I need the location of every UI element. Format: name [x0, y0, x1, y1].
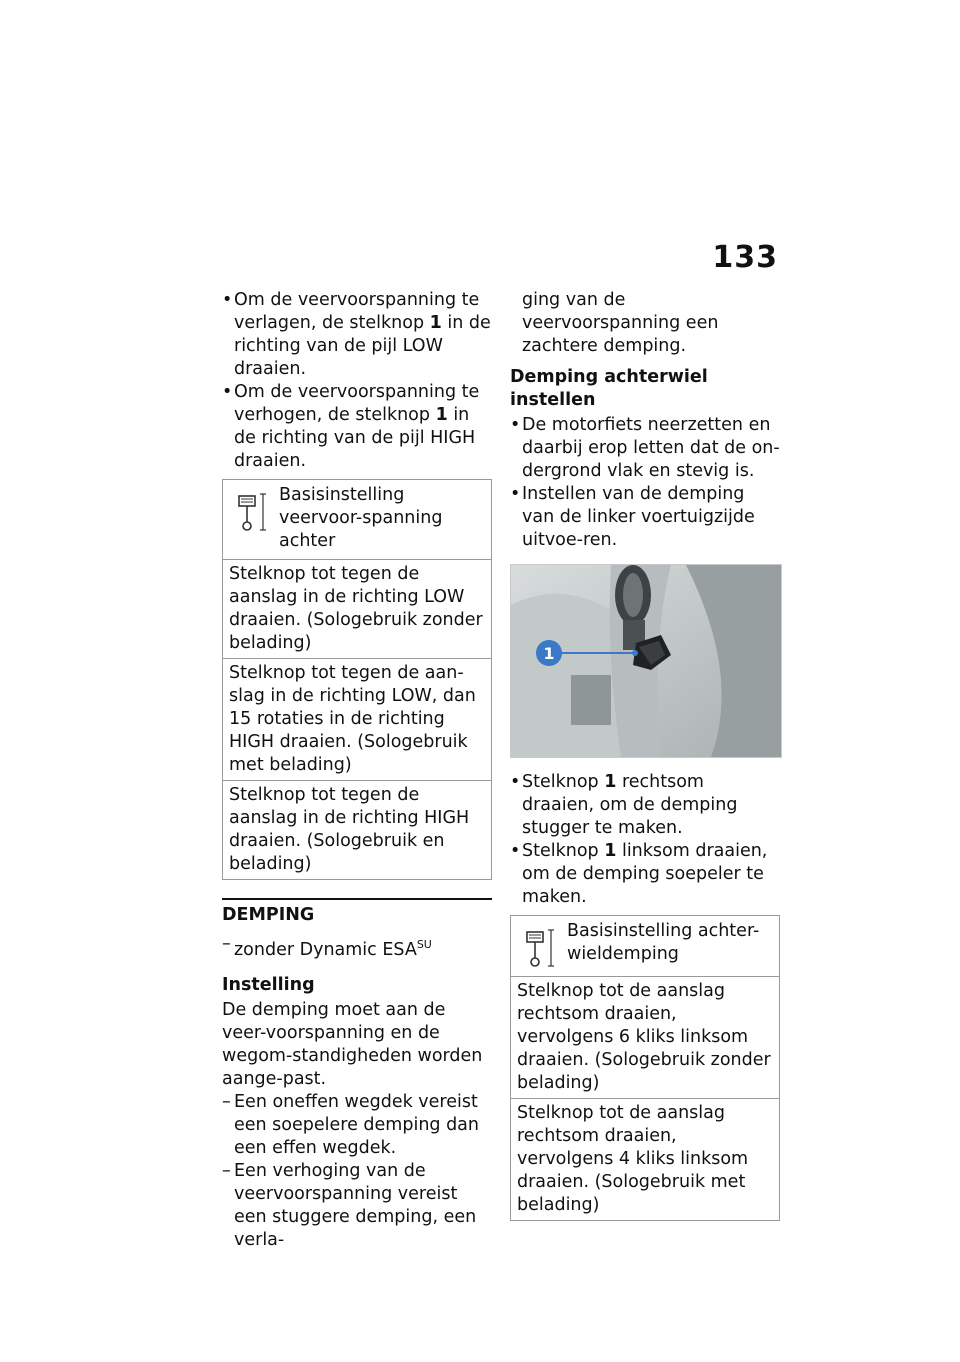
section-divider: [222, 898, 492, 900]
list-item: – Een verhoging van de veervoorspanning vereist een stuggere demping, een verla-: [222, 1160, 492, 1252]
subheading: Demping achterwiel instellen: [510, 367, 708, 410]
damping-basic-setting-table: [510, 915, 780, 1221]
table-header: [511, 916, 779, 977]
left-column: [222, 289, 492, 1252]
table-header: [223, 480, 491, 560]
list-item: • Stelknop 1 linksom draaien, om de demping soepeler te maken.: [510, 840, 780, 909]
subheading: Instelling: [222, 974, 315, 995]
table-row: Stelknop tot de aanslag rechtsom draaien, vervolgens 6 kliks linksom draaien. (Sologebruik zonder belading): [511, 977, 779, 1099]
continued-text: ging van de veervoorspanning een zachtere demping.: [522, 290, 719, 356]
table-row: Stelknop tot de aanslag rechtsom draaien, vervolgens 4 kliks linksom draaien. (Sologebruik met belading): [517, 1103, 749, 1215]
right-column: [510, 289, 780, 1221]
list-item: • Om de veervoorspanning te verhogen, de stelknop 1 in de richting van de pijl HIGH draaien.: [222, 381, 492, 473]
section-title: DEMPING: [222, 905, 315, 925]
list-item: • Instellen van de demping van de linker voertuigzijde uitvoe-ren.: [510, 483, 780, 552]
intro-paragraph: De demping moet aan de veer-voorspanning en de wegom-standigheden worden aange-past.: [222, 999, 483, 1089]
preload-basic-setting-table: [222, 479, 492, 880]
callout-label: 1: [543, 644, 555, 663]
suspension-setting-icon: [521, 926, 559, 970]
table-row: Stelknop tot tegen de aanslag in de richting LOW draaien. (Sologebruik zonder belading): [223, 560, 491, 659]
page-number: 133: [712, 240, 778, 275]
list-item: • Om de veervoorspanning te verlagen, de stelknop 1 in de richting van de pijl LOW draaien.: [222, 289, 492, 381]
table-row: Stelknop tot tegen de aanslag in de richting HIGH draaien. (Sologebruik en belading): [229, 785, 470, 874]
list-item: • Stelknop 1 rechtsom draaien, om de demping stugger te maken.: [510, 771, 780, 840]
list-item: – Een oneffen wegdek vereist een soepelere demping dan een effen wegdek.: [222, 1091, 492, 1160]
table-title: Basisinstelling achter-wieldemping: [567, 921, 760, 964]
table-row: Stelknop tot tegen de aan-slag in de richting LOW, dan 15 rotaties in de richting HIGH draaien. (Sologebruik met belading): [223, 659, 491, 781]
suspension-setting-icon: [233, 490, 271, 534]
condition-line: – zonder Dynamic $ESA^{SU}$: [222, 933, 492, 962]
list-item: • De motorfiets neerzetten en daarbij erop letten dat de on-dergrond vlak en stevig is.: [510, 414, 780, 483]
table-title: Basisinstelling veervoor-spanning achter: [279, 485, 443, 551]
damping-adjuster-photo: [510, 564, 782, 758]
